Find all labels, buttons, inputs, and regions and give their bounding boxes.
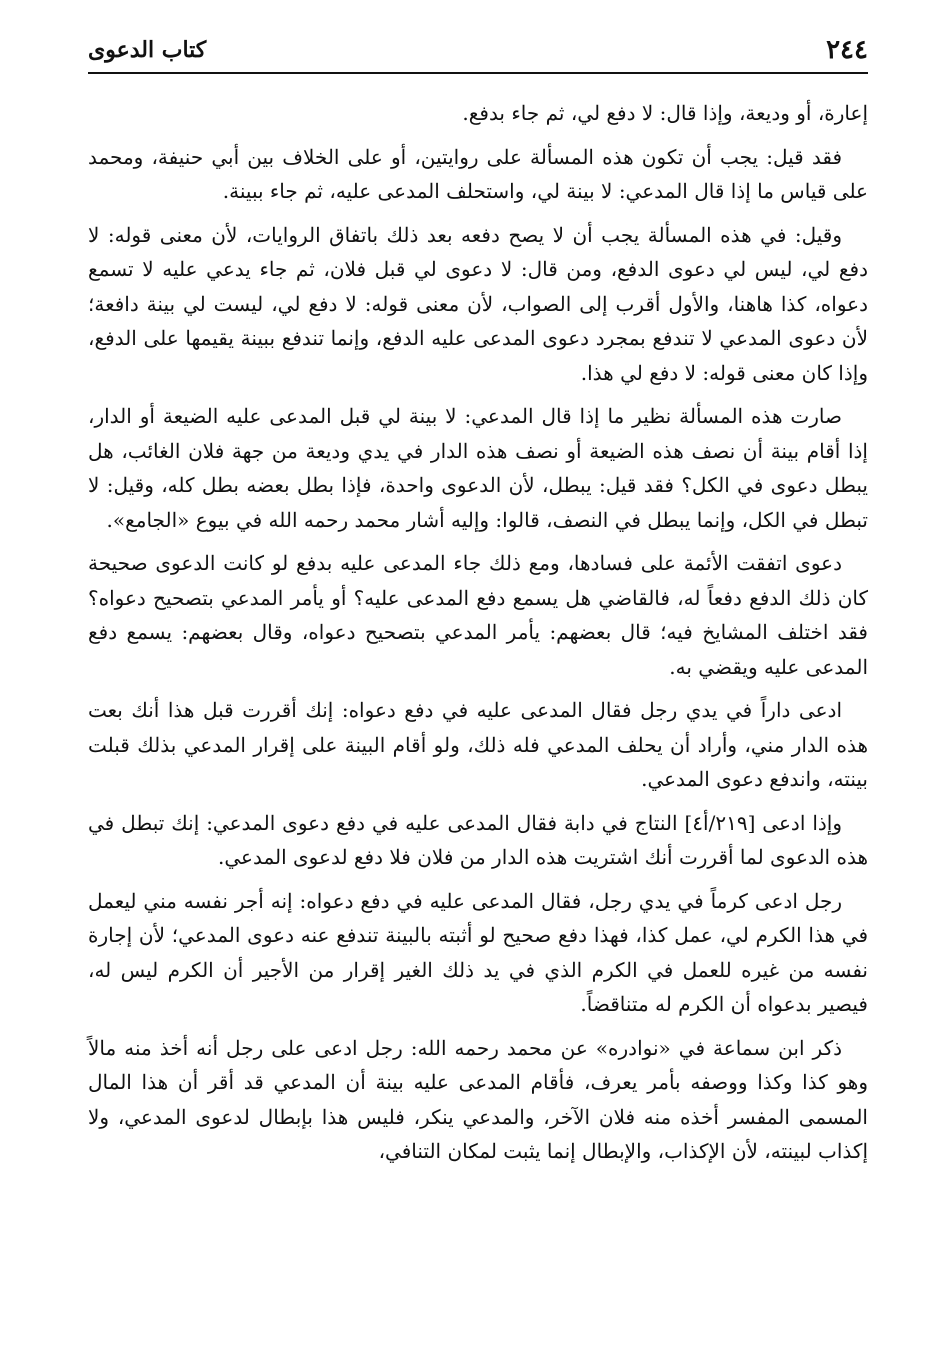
paragraph: وقيل: في هذه المسألة يجب أن لا يصح دفعه بعد ذلك باتفاق الروايات، لأن معنى قوله: لا دفع لي، ليس لي دعوى الدفع، ومن قال: لا دعوى لي قبل فلان، ثم جاء يدعي عليه لا تسمع دعواه، كذا هاهنا، والأول أقرب إلى الصواب، لأن معنى قوله: لا دفع لي، ليست لي بينة دافعة؛ لأن دعوى المدعي لا تندفع بمجرد دعوى المدعى عليه الدفع، وإنما تندفع ببينة يقيمها على الدفع، وإذا كان معنى قوله: لا دفع لي هذا. — [88, 222, 868, 385]
paragraph: صارت هذه المسألة نظير ما إذا قال المدعي: لا بينة لي قبل المدعى عليه الضيعة أو الدار، إذا أقام بينة أن نصف هذه الضيعة أو نصف هذه الدار في يدي وديعة من جهة فلان الغائب، هل يبطل دعوى في الكل؟ فقد قيل: يبطل، لأن الدعوى واحدة، فإذا بطل بعضه بطل كله، وقيل: لا تبطل في الكل، وإنما يبطل في النصف، قالوا: وإليه أشار محمد رحمه الله في بيوع «الجامع». — [88, 404, 868, 532]
paragraph: رجل ادعى كرماً في يدي رجل، فقال المدعى عليه في دفع دعواه: إنه أجر نفسه مني ليعمل في هذا الكرم لي، عمل كذا، فهذا دفع صحيح لو أثبته بالبينة تندفع عنه دعوى المدعي؛ لأن إجارة نفسه من غيره للعمل في الكرم الذي في يد ذلك الغير إقرار من الأجير أن الكرم ليس له، فيصير بدعواه أن الكرم له متناقضاً. — [88, 888, 868, 1016]
paragraph: ادعى داراً في يدي رجل فقال المدعى عليه في دفع دعواه: إنك أقررت قبل هذا أنك بعت هذه الدار مني، وأراد أن يحلف المدعي فله ذلك، ولو أقام البينة على إقرار المدعي بذلك قبلت بينته، واندفع دعوى المدعي. — [88, 698, 868, 791]
running-title: كتاب الدعوى — [88, 37, 207, 63]
paragraph: دعوى اتفقت الأئمة على فسادها، ومع ذلك جاء المدعى عليه بدفع لو كانت الدعوى صحيحة كان ذلك الدفع دفعاً له، فالقاضي هل يسمع دفع المدعى عليه؟ أو يأمر المدعي بتصحيح دعواه؟ فقد اختلف المشايخ فيه؛ قال بعضهم: يأمر المدعي بتصحيح دعواه، وقال بعضهم: يسمع دفع المدعى عليه ويقضي به. — [88, 551, 868, 679]
paragraph: ذكر ابن سماعة في «نوادره» عن محمد رحمه الله: رجل ادعى على رجل أنه أخذ منه مالاً وهو كذا وكذا ووصفه بأمر يعرف، فأقام المدعى عليه بينة أن المدعي قد أقر أن هذا المال المسمى المفسر أخذه منه فلان الآخر، والمدعي ينكر، فليس هذا بإبطال لدعوى المدعي، ولا إكذاب لبينته، لأن الإكذاب، والإبطال إنما يثبت لمكان التنافي، — [88, 1035, 868, 1163]
page-header — [88, 32, 868, 74]
body-text — [88, 96, 868, 1178]
paragraph: إعارة، أو وديعة، وإذا قال: لا دفع لي، ثم جاء بدفع. — [462, 101, 868, 125]
page-number: ٢٤٤ — [826, 35, 868, 65]
paragraph: فقد قيل: يجب أن تكون هذه المسألة على روايتين، أو على الخلاف بين أبي حنيفة، ومحمد على قياس ما إذا قال المدعي: لا بينة لي، واستحلف المدعى عليه، ثم جاء ببينة. — [88, 144, 868, 203]
paragraph: وإذا ادعى [٢١٩/أ٤] النتاج في دابة فقال المدعى عليه في دفع دعوى المدعي: إنك تبطل في هذه الدعوى لما أقررت أنك اشتريت هذه الدار من فلان فلا دفع لدعوى المدعي. — [88, 810, 868, 869]
